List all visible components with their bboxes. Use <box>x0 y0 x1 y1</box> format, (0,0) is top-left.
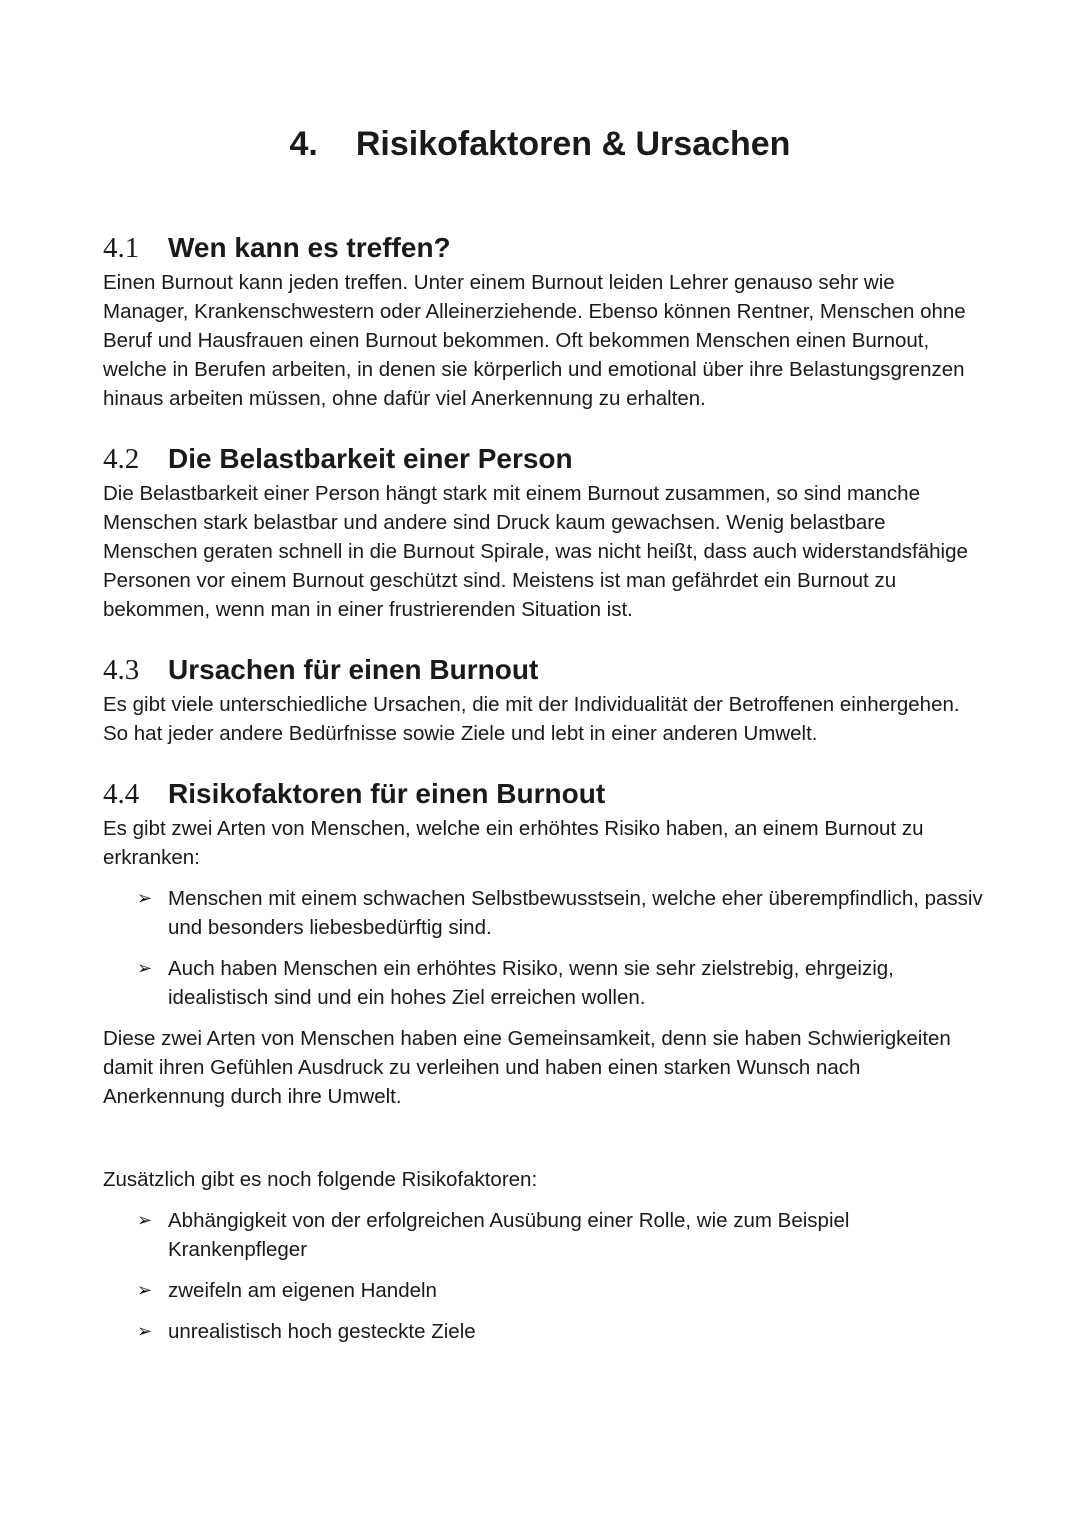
section-title: Die Belastbarkeit einer Person <box>168 443 573 474</box>
list-item <box>103 1206 983 1264</box>
bullet-list-person-types <box>103 884 983 1012</box>
arrowhead-bullet-icon: ➢ <box>137 958 153 978</box>
list-item <box>103 1317 983 1346</box>
section-paragraph: Es gibt viele unterschiedliche Ursachen, die mit der Individualität der Betroffenen einhergehen. So hat jeder andere Bedürfnisse sowie Ziele und lebt in einer anderen Umwelt. <box>103 693 960 745</box>
arrowhead-bullet-icon: ➢ <box>137 1210 153 1230</box>
section-intro: Es gibt zwei Arten von Menschen, welche ein erhöhtes Risiko haben, an einem Burnout zu erkranken: <box>103 817 924 869</box>
list-item-text: Auch haben Menschen ein erhöhtes Risiko, wenn sie sehr zielstrebig, ehrgeizig, idealistisch sind und ein hohes Ziel erreichen wollen. <box>168 957 894 1009</box>
section-title: Ursachen für einen Burnout <box>168 654 539 685</box>
section-4-1 <box>103 228 983 413</box>
arrowhead-bullet-icon: ➢ <box>137 888 153 908</box>
list-item-text: Abhängigkeit von der erfolgreichen Ausübung einer Rolle, wie zum Beispiel Krankenpfleger <box>168 1209 850 1261</box>
section-number: 4.1 <box>103 232 140 264</box>
section-heading <box>103 228 983 268</box>
chapter-number: 4. <box>289 125 318 163</box>
bullet-list-risk-factors <box>103 1206 983 1346</box>
list-item <box>103 884 983 942</box>
section-4-2 <box>103 439 983 624</box>
section-title: Risikofaktoren für einen Burnout <box>168 778 606 809</box>
section-number: 4.3 <box>103 654 140 686</box>
section-paragraph: Die Belastbarkeit einer Person hängt stark mit einem Burnout zusammen, so sind manche Menschen stark belastbar und andere sind Druck kaum gewachsen. Wenig belastbare Menschen geraten schnell in die Burnout Spirale, was nicht heißt, dass auch widerstandsfähige Personen vor einem Burnout geschützt sind. Meistens ist man gefährdet ein Burnout zu bekommen, wenn man in einer frustrierenden Situation ist. <box>103 482 968 621</box>
section-heading <box>103 439 983 479</box>
list-item-text: Menschen mit einem schwachen Selbstbewusstsein, welche eher überempfindlich, passiv und besonders liebesbedürftig sind. <box>168 887 983 939</box>
section-paragraph: Einen Burnout kann jeden treffen. Unter einem Burnout leiden Lehrer genauso sehr wie Manager, Krankenschwestern oder Alleinerziehende. Ebenso können Rentner, Menschen ohne Beruf und Hausfrauen einen Burnout bekommen. Oft bekommen Menschen einen Burnout, welche in Berufen arbeiten, in denen sie körperlich und emotional über ihre Belastungsgrenzen hinaus arbeiten müssen, ohne dafür viel Anerkennung zu erhalten. <box>103 271 966 410</box>
list-item-text: zweifeln am eigenen Handeln <box>168 1279 437 1302</box>
list-item <box>103 1276 983 1305</box>
arrowhead-bullet-icon: ➢ <box>137 1321 153 1341</box>
section-heading <box>103 774 983 814</box>
section-title: Wen kann es treffen? <box>168 232 451 263</box>
section-heading <box>103 650 983 690</box>
arrowhead-bullet-icon: ➢ <box>137 1280 153 1300</box>
section-4-4 <box>103 774 983 1346</box>
section-summary: Diese zwei Arten von Menschen haben eine Gemeinsamkeit, denn sie haben Schwierigkeiten damit ihren Gefühlen Ausdruck zu verleihen und haben einen starken Wunsch nach Anerkennung durch ihre Umwelt. <box>103 1027 951 1108</box>
list-item <box>103 954 983 1012</box>
chapter-title-text: Risikofaktoren & Ursachen <box>355 125 791 163</box>
section-number: 4.4 <box>103 778 140 810</box>
section-4-3 <box>103 650 983 748</box>
section-number: 4.2 <box>103 443 140 475</box>
chapter-title <box>0 124 1080 164</box>
additional-intro: Zusätzlich gibt es noch folgende Risikofaktoren: <box>103 1168 538 1191</box>
paragraph-spacer <box>103 1111 983 1165</box>
document-content <box>103 228 983 1372</box>
list-item-text: unrealistisch hoch gesteckte Ziele <box>168 1320 476 1343</box>
